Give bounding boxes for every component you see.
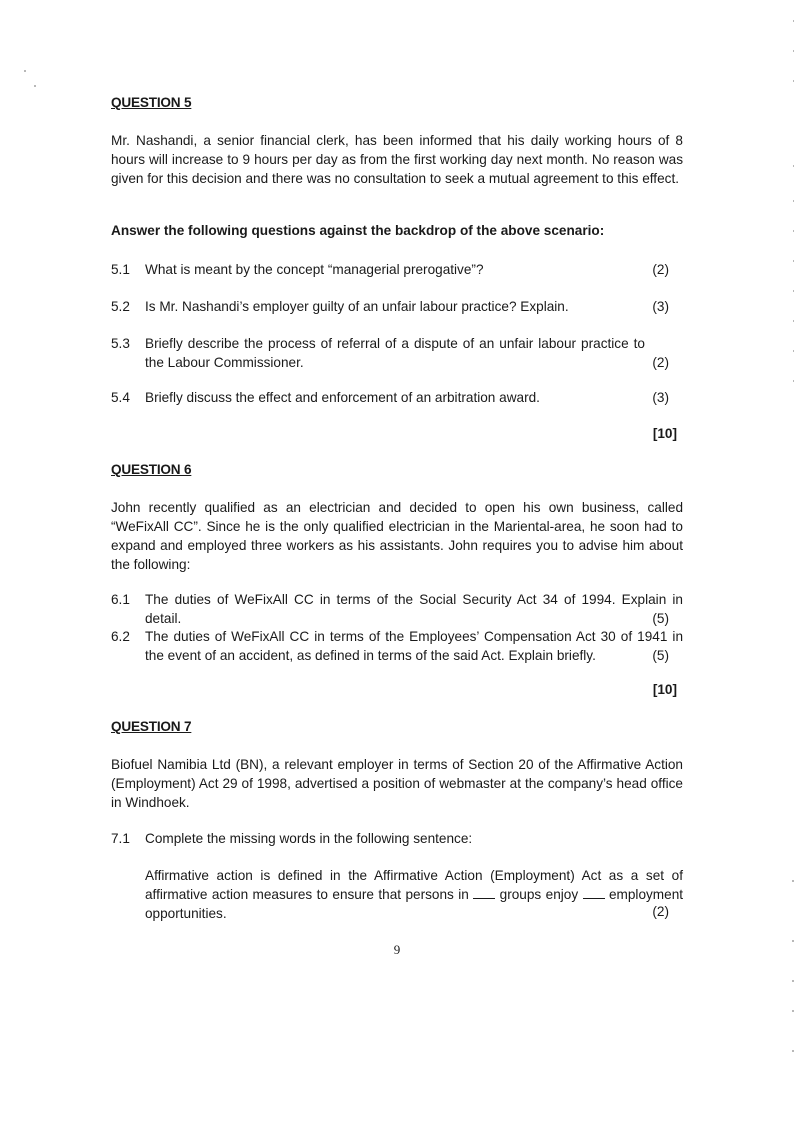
question-5-3 [111,334,683,374]
item-number: 7.1 [111,831,130,846]
question-6-2 [111,627,683,667]
question-6-total: [10] [652,682,677,697]
item-number: 6.2 [111,629,130,644]
question-5-instruction: Answer the following questions against the backdrop of the above scenario: [111,223,605,238]
question-7-1-sentence [145,866,683,923]
blank-1 [473,886,495,899]
item-marks: (5) [652,611,669,626]
item-text: Is Mr. Nashandi’s employer guilty of an unfair labour practice? Explain. [145,299,569,314]
question-5-heading: QUESTION 5 [111,95,192,110]
sentence-part-1: Affirmative action is defined in the Affirmative Action (Employment) Act as a set of affirmative action measures to ensure that persons in [145,868,683,902]
item-text: The duties of WeFixAll CC in terms of the Social Security Act 34 of 1994. Explain in detail. [145,592,683,626]
item-marks: (3) [652,299,669,314]
sentence-part-2: groups enjoy [499,887,579,902]
question-6-heading: QUESTION 6 [111,462,192,477]
question-5-scenario: Mr. Nashandi, a senior financial clerk, has been informed that his daily working hours of 8 hours will increase to 9 hours per day as from the first working day next month. No reason was given for this decision and there was no consultation to seek a mutual agreement to this effect. [111,133,683,186]
page-number: 9 [393,942,401,957]
blank-2 [583,886,605,899]
question-7-heading: QUESTION 7 [111,719,192,734]
item-text: Briefly describe the process of referral of a dispute of an unfair labour practice to the Labour Commissioner. [145,336,645,370]
item-text: What is meant by the concept “managerial prerogative”? [145,262,484,277]
item-text: The duties of WeFixAll CC in terms of the Employees’ Compensation Act 30 of 1941 in the event of an accident, as defined in terms of the said Act. Explain briefly. [145,629,683,663]
item-number: 5.2 [111,299,130,314]
item-marks: (5) [652,648,669,663]
question-6-1 [111,590,683,630]
question-7-scenario: Biofuel Namibia Ltd (BN), a relevant employer in terms of Section 20 of the Affirmative Action (Employment) Act 29 of 1998, advertised a position of webmaster at the company’s head office in Windhoek. [111,757,683,810]
item-number: 5.3 [111,336,130,351]
item-number: 6.1 [111,592,130,607]
question-7-1-marks: (2) [652,904,669,919]
item-number: 5.4 [111,390,130,405]
item-number: 5.1 [111,262,130,277]
sentence-part-3: employment opportunities. [145,887,684,921]
item-text: Briefly discuss the effect and enforcement of an arbitration award. [145,390,540,405]
item-marks: (3) [652,390,669,405]
item-text: Complete the missing words in the following sentence: [145,831,473,846]
item-marks: (2) [652,355,669,370]
question-6-scenario: John recently qualified as an electrician and decided to open his own business, called “WeFixAll CC”. Since he is the only qualified electrician in the Mariental-area, he soon had to expand and employed three workers as his assistants. John requires you to advise him about the following: [111,500,683,572]
question-5-total: [10] [652,426,677,441]
item-marks: (2) [652,262,669,277]
